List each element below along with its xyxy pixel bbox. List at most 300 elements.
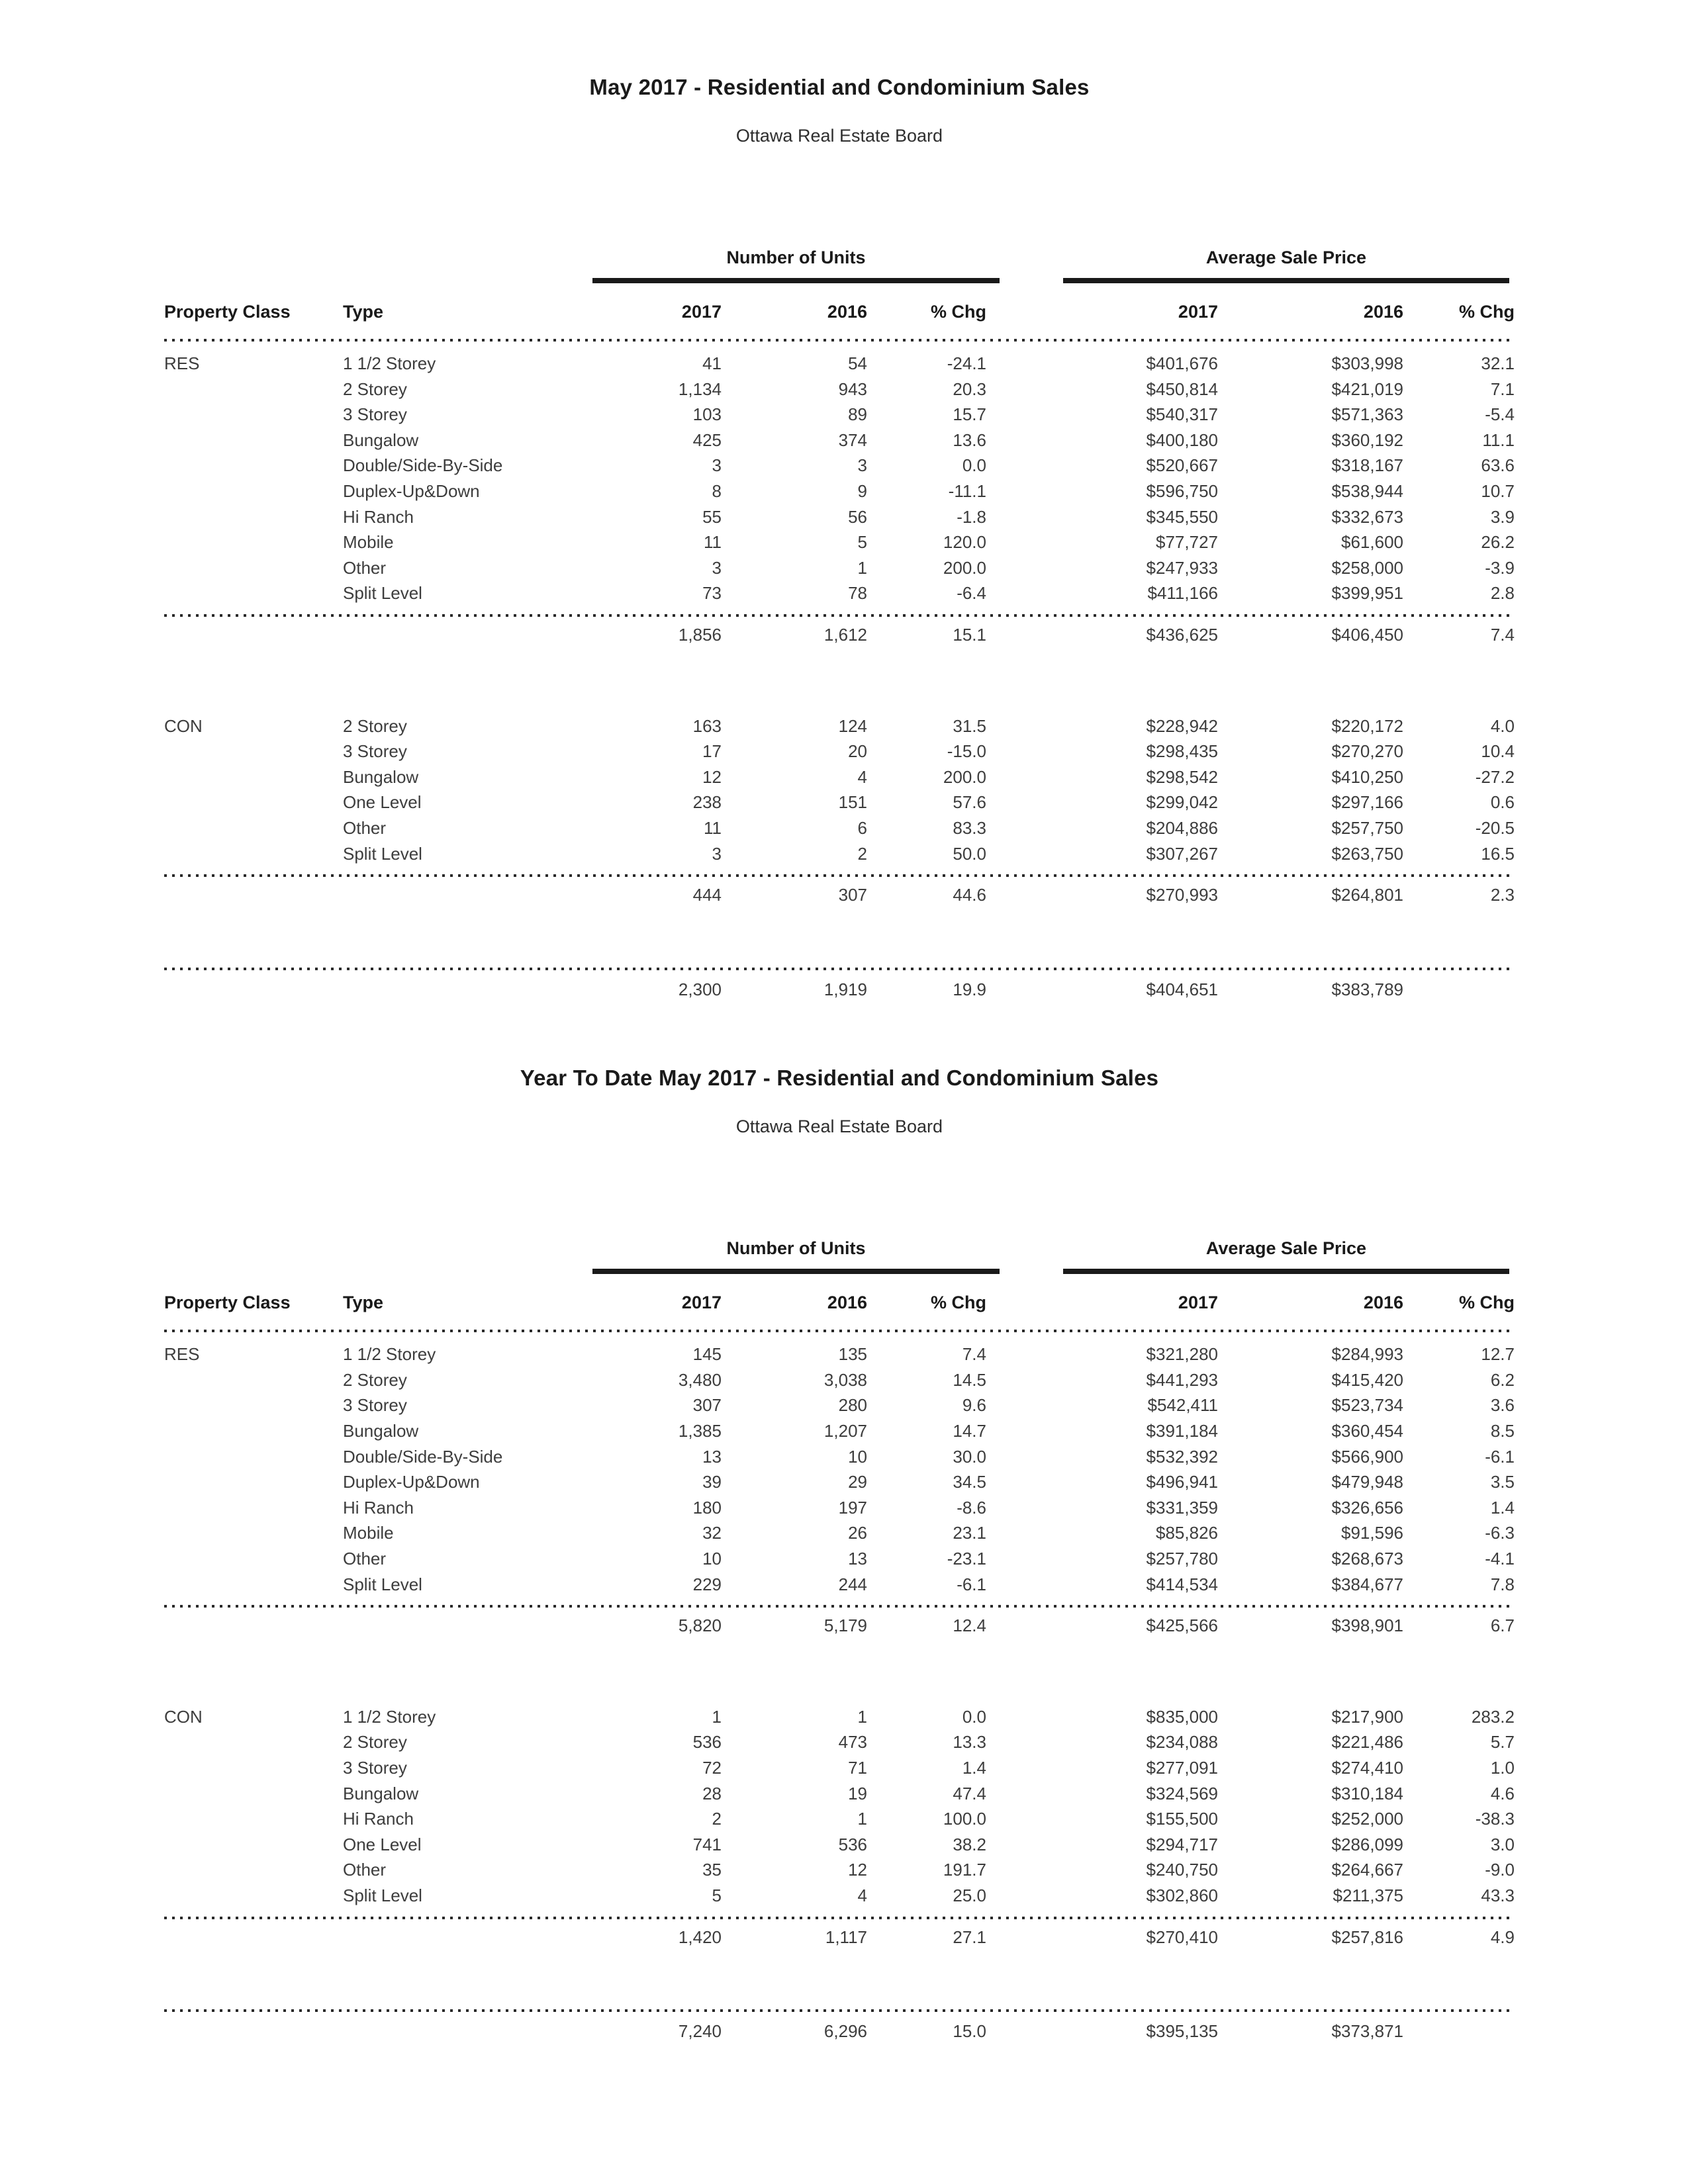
price-chg-cell: 1.4 <box>1490 1497 1515 1518</box>
units-chg-cell: 0.0 <box>962 455 986 476</box>
units-2017-cell: 444 <box>692 885 722 905</box>
col-header-price-chg: % Chg <box>1459 1293 1515 1313</box>
units-chg-cell: -11.1 <box>948 480 986 501</box>
units-chg-cell: 20.3 <box>953 379 986 399</box>
price-chg-cell: 10.7 <box>1481 480 1515 501</box>
type-cell: Bungalow <box>343 430 419 450</box>
price-chg-cell: 7.4 <box>1490 624 1515 645</box>
price-2016-cell: $523,734 <box>1331 1395 1403 1416</box>
units-chg-cell: 200.0 <box>943 557 986 578</box>
price-2016-cell: $274,410 <box>1331 1758 1403 1778</box>
price-2016-cell: $332,673 <box>1331 506 1403 527</box>
units-chg-cell: 191.7 <box>943 1860 986 1880</box>
units-2016-cell: 78 <box>848 583 867 604</box>
table-row <box>164 504 1515 530</box>
table-row <box>164 1367 1515 1393</box>
type-cell: Double/Side-By-Side <box>343 1446 503 1467</box>
units-2016-cell: 1 <box>857 1809 867 1829</box>
price-chg-cell: 11.1 <box>1482 430 1515 450</box>
table-row <box>164 841 1515 867</box>
units-chg-cell: 7.4 <box>962 1344 986 1365</box>
type-cell: 1 1/2 Storey <box>343 353 436 373</box>
units-group-underline <box>592 278 1000 283</box>
units-2016-cell: 71 <box>848 1758 867 1778</box>
units-2016-cell: 2 <box>857 843 867 864</box>
price-2016-cell: $252,000 <box>1331 1809 1403 1829</box>
price-2017-cell: $425,566 <box>1146 1615 1218 1636</box>
table-row <box>164 1342 1515 1367</box>
units-2016-cell: 307 <box>838 885 867 905</box>
price-2016-cell: $318,167 <box>1331 455 1403 476</box>
table-row <box>164 1444 1515 1470</box>
type-cell: Duplex-Up&Down <box>343 1472 480 1492</box>
units-2016-cell: 244 <box>838 1574 867 1594</box>
units-2017-cell: 2,300 <box>678 979 722 999</box>
price-2016-cell: $297,166 <box>1331 792 1403 813</box>
price-2017-cell: $401,676 <box>1146 353 1218 373</box>
type-cell: Bungalow <box>343 766 419 787</box>
price-chg-cell: -6.1 <box>1485 1446 1515 1467</box>
units-2017-cell: 35 <box>702 1860 722 1880</box>
res-subtotal-row <box>164 622 1515 648</box>
units-2017-cell: 3 <box>712 557 722 578</box>
units-2017-cell: 3,480 <box>678 1369 722 1390</box>
price-2016-cell: $220,172 <box>1331 715 1403 736</box>
price-2017-cell: $270,993 <box>1146 885 1218 905</box>
units-2017-cell: 73 <box>702 583 722 604</box>
price-2016-cell: $406,450 <box>1331 624 1403 645</box>
table-row <box>164 1392 1515 1418</box>
price-chg-cell: -5.4 <box>1485 404 1515 425</box>
units-chg-cell: 19.9 <box>953 979 986 999</box>
units-2017-cell: 425 <box>692 430 722 450</box>
table-row <box>164 428 1515 453</box>
type-cell: Bungalow <box>343 1421 419 1441</box>
sales-table <box>164 1237 1515 2044</box>
price-chg-cell: 3.5 <box>1490 1472 1515 1492</box>
col-header-price-2016: 2016 <box>1363 1293 1403 1313</box>
price-2016-cell: $571,363 <box>1331 404 1403 425</box>
price-2016-cell: $360,454 <box>1331 1421 1403 1441</box>
price-2016-cell: $91,596 <box>1341 1523 1403 1543</box>
units-group-header <box>561 1237 986 1274</box>
price-chg-cell: -27.2 <box>1475 766 1515 787</box>
units-2016-cell: 6,296 <box>823 2021 867 2042</box>
price-2017-cell: $299,042 <box>1146 792 1218 813</box>
units-chg-cell: 200.0 <box>943 766 986 787</box>
units-chg-cell: 25.0 <box>953 1885 986 1905</box>
units-2016-cell: 1,117 <box>825 1927 867 1947</box>
grand-total-row <box>164 2019 1515 2044</box>
price-2017-cell: $391,184 <box>1146 1421 1218 1441</box>
price-2016-cell: $360,192 <box>1331 430 1403 450</box>
header-divider <box>164 1330 1515 1332</box>
col-header-units-2017: 2017 <box>681 1293 722 1313</box>
units-chg-cell: 83.3 <box>953 817 986 838</box>
table-row <box>164 1755 1515 1781</box>
price-2017-cell: $520,667 <box>1146 455 1218 476</box>
units-2017-cell: 536 <box>692 1732 722 1752</box>
units-chg-cell: 50.0 <box>953 843 986 864</box>
table-row <box>164 529 1515 555</box>
units-2017-cell: 229 <box>692 1574 722 1594</box>
price-chg-cell: -20.5 <box>1475 817 1515 838</box>
con-section <box>164 713 1515 867</box>
units-2016-cell: 280 <box>838 1395 867 1416</box>
type-cell: 1 1/2 Storey <box>343 1706 436 1727</box>
units-2016-cell: 20 <box>848 741 867 762</box>
units-chg-cell: 14.7 <box>953 1421 986 1441</box>
price-2017-cell: $345,550 <box>1146 506 1218 527</box>
price-2017-cell: $542,411 <box>1147 1395 1218 1416</box>
units-2017-cell: 39 <box>702 1472 722 1492</box>
units-2016-cell: 374 <box>838 430 867 450</box>
units-2016-cell: 124 <box>838 715 867 736</box>
table-row <box>164 453 1515 478</box>
units-2016-cell: 12 <box>848 1860 867 1880</box>
units-2016-cell: 4 <box>857 1885 867 1905</box>
units-2017-cell: 28 <box>702 1783 722 1803</box>
units-chg-cell: 0.0 <box>962 1706 986 1727</box>
group-header-row <box>164 1237 1515 1274</box>
price-chg-cell: 32.1 <box>1481 353 1515 373</box>
price-group-underline <box>1063 278 1509 283</box>
units-group-header <box>561 246 986 283</box>
price-chg-cell: 16.5 <box>1481 843 1515 864</box>
report-subtitle: Ottawa Real Estate Board <box>735 126 943 146</box>
price-2016-cell: $384,677 <box>1331 1574 1403 1594</box>
type-cell: Other <box>343 557 387 578</box>
type-cell: Double/Side-By-Side <box>343 455 503 476</box>
price-2017-cell: $404,651 <box>1146 979 1218 999</box>
price-2016-cell: $286,099 <box>1331 1834 1403 1854</box>
units-chg-cell: 15.0 <box>953 2021 986 2042</box>
units-chg-cell: 12.4 <box>953 1615 986 1636</box>
price-2016-cell: $268,673 <box>1331 1549 1403 1569</box>
units-2016-cell: 3,038 <box>823 1369 867 1390</box>
price-2016-cell: $398,901 <box>1331 1615 1403 1636</box>
page-title: May 2017 - Residential and Condominium Sales <box>589 75 1090 99</box>
price-chg-cell: 12.7 <box>1481 1344 1515 1365</box>
price-2016-cell: $284,993 <box>1331 1344 1403 1365</box>
res-section <box>164 351 1515 606</box>
column-header-row <box>164 1291 1515 1314</box>
table-row <box>164 1704 1515 1730</box>
units-2017-cell: 12 <box>702 766 722 787</box>
units-2016-cell: 9 <box>857 480 867 501</box>
units-2016-cell: 6 <box>857 817 867 838</box>
type-cell: Hi Ranch <box>343 1497 414 1518</box>
units-2017-cell: 741 <box>692 1834 722 1854</box>
price-2016-cell: $61,600 <box>1341 532 1403 553</box>
property-class-cell: CON <box>164 715 203 736</box>
property-class-cell: RES <box>164 353 200 373</box>
units-chg-cell: 1.4 <box>962 1758 986 1778</box>
units-2017-cell: 307 <box>692 1395 722 1416</box>
price-2017-cell: $240,750 <box>1146 1860 1218 1880</box>
units-chg-cell: 23.1 <box>953 1523 986 1543</box>
price-chg-cell: 63.6 <box>1481 455 1515 476</box>
col-header-property-class: Property Class <box>164 1293 291 1313</box>
grand-total-divider <box>164 968 1515 970</box>
table-row <box>164 1572 1515 1598</box>
units-group-label: Number of Units <box>726 248 866 267</box>
units-chg-cell: 13.6 <box>953 430 986 450</box>
table-row <box>164 815 1515 841</box>
table-row <box>164 478 1515 504</box>
units-2016-cell: 4 <box>857 766 867 787</box>
price-2017-cell: $77,727 <box>1156 532 1218 553</box>
units-chg-cell: -6.1 <box>957 1574 986 1594</box>
price-2017-cell: $85,826 <box>1156 1523 1218 1543</box>
price-chg-cell: 4.9 <box>1490 1927 1515 1947</box>
units-chg-cell: -24.1 <box>947 353 986 373</box>
units-2016-cell: 1 <box>857 557 867 578</box>
price-2016-cell: $221,486 <box>1331 1732 1403 1752</box>
price-chg-cell: -9.0 <box>1485 1860 1515 1880</box>
units-2016-cell: 1,207 <box>823 1421 867 1441</box>
con-section-divider <box>164 1917 1515 1919</box>
units-chg-cell: -6.4 <box>957 583 986 604</box>
type-cell: 1 1/2 Storey <box>343 1344 436 1365</box>
units-chg-cell: 47.4 <box>953 1783 986 1803</box>
table-row <box>164 1729 1515 1755</box>
units-2016-cell: 5,179 <box>823 1615 867 1636</box>
units-2016-cell: 56 <box>848 506 867 527</box>
price-chg-cell: -3.9 <box>1485 557 1515 578</box>
units-chg-cell: 57.6 <box>953 792 986 813</box>
col-header-price-2017: 2017 <box>1178 302 1218 322</box>
units-chg-cell: 44.6 <box>953 885 986 905</box>
type-cell: 3 Storey <box>343 1758 407 1778</box>
price-2016-cell: $373,871 <box>1331 2021 1403 2042</box>
price-chg-cell: 4.0 <box>1490 715 1515 736</box>
units-2016-cell: 1,919 <box>823 979 867 999</box>
units-2017-cell: 11 <box>704 817 722 838</box>
price-2017-cell: $298,435 <box>1146 741 1218 762</box>
units-2016-cell: 135 <box>838 1344 867 1365</box>
price-2017-cell: $532,392 <box>1146 1446 1218 1467</box>
con-subtotal-row <box>164 1925 1515 1950</box>
units-chg-cell: -8.6 <box>957 1497 986 1518</box>
units-2016-cell: 536 <box>838 1834 867 1854</box>
units-2017-cell: 103 <box>692 404 722 425</box>
col-header-price-2016: 2016 <box>1363 302 1403 322</box>
type-cell: Split Level <box>343 583 422 604</box>
units-2017-cell: 32 <box>702 1523 722 1543</box>
table-row <box>164 739 1515 764</box>
units-2016-cell: 10 <box>848 1446 867 1467</box>
price-chg-cell: -6.3 <box>1485 1523 1515 1543</box>
col-header-units-2016: 2016 <box>827 1293 867 1313</box>
price-2017-cell: $277,091 <box>1146 1758 1218 1778</box>
type-cell: 3 Storey <box>343 1395 407 1416</box>
units-chg-cell: 34.5 <box>953 1472 986 1492</box>
price-2017-cell: $450,814 <box>1146 379 1218 399</box>
table-row <box>164 1781 1515 1807</box>
report-subtitle: Ottawa Real Estate Board <box>735 1116 943 1137</box>
type-cell: Other <box>343 1860 387 1880</box>
price-2017-cell: $835,000 <box>1146 1706 1218 1727</box>
units-2017-cell: 41 <box>702 353 722 373</box>
units-2016-cell: 19 <box>848 1783 867 1803</box>
table-row <box>164 1469 1515 1495</box>
units-chg-cell: 15.7 <box>953 404 986 425</box>
price-2016-cell: $399,951 <box>1331 583 1403 604</box>
table-row <box>164 1832 1515 1858</box>
units-2017-cell: 3 <box>712 455 722 476</box>
units-2016-cell: 151 <box>838 792 867 813</box>
price-chg-cell: 6.2 <box>1490 1369 1515 1390</box>
price-2016-cell: $326,656 <box>1331 1497 1403 1518</box>
con-section-divider <box>164 874 1515 877</box>
price-2017-cell: $436,625 <box>1146 624 1218 645</box>
monthly-sales-report <box>164 74 1515 1002</box>
table-row <box>164 1495 1515 1521</box>
units-2017-cell: 1,385 <box>678 1421 722 1441</box>
units-chg-cell: 30.0 <box>953 1446 986 1467</box>
res-section <box>164 1342 1515 1597</box>
group-header-row <box>164 246 1515 283</box>
units-2017-cell: 7,240 <box>678 2021 722 2042</box>
price-2017-cell: $247,933 <box>1146 557 1218 578</box>
price-2017-cell: $324,569 <box>1146 1783 1218 1803</box>
sales-table <box>164 246 1515 1002</box>
price-group-underline <box>1063 1269 1509 1274</box>
units-chg-cell: 13.3 <box>953 1732 986 1752</box>
price-2017-cell: $414,534 <box>1146 1574 1218 1594</box>
units-chg-cell: -23.1 <box>947 1549 986 1569</box>
units-2016-cell: 1 <box>857 1706 867 1727</box>
units-2016-cell: 89 <box>848 404 867 425</box>
col-header-units-2017: 2017 <box>681 302 722 322</box>
price-chg-cell: 2.3 <box>1490 885 1515 905</box>
type-cell: Other <box>343 817 387 838</box>
col-header-price-chg: % Chg <box>1459 302 1515 322</box>
units-2016-cell: 3 <box>857 455 867 476</box>
table-row <box>164 713 1515 739</box>
price-chg-cell: -38.3 <box>1475 1809 1515 1829</box>
price-group-header <box>986 246 1515 283</box>
units-2017-cell: 8 <box>712 480 722 501</box>
units-2017-cell: 17 <box>702 741 722 762</box>
type-cell: 3 Storey <box>343 741 407 762</box>
section-gap <box>164 1639 1515 1695</box>
units-2017-cell: 163 <box>692 715 722 736</box>
price-chg-cell: 3.9 <box>1490 506 1515 527</box>
col-header-property-class: Property Class <box>164 302 291 322</box>
price-2017-cell: $294,717 <box>1146 1834 1218 1854</box>
property-class-cell: RES <box>164 1344 200 1365</box>
price-2017-cell: $441,293 <box>1146 1369 1218 1390</box>
price-chg-cell: 43.3 <box>1481 1885 1515 1905</box>
units-chg-cell: -15.0 <box>947 741 986 762</box>
col-header-units-chg: % Chg <box>931 302 986 322</box>
units-chg-cell: 100.0 <box>943 1809 986 1829</box>
table-row <box>164 377 1515 402</box>
units-chg-cell: 15.1 <box>953 624 986 645</box>
price-2016-cell: $479,948 <box>1331 1472 1403 1492</box>
price-2016-cell: $258,000 <box>1331 557 1403 578</box>
table-row <box>164 351 1515 377</box>
price-chg-cell: 0.6 <box>1490 792 1515 813</box>
units-chg-cell: 14.5 <box>953 1369 986 1390</box>
units-2016-cell: 54 <box>848 353 867 373</box>
price-2016-cell: $421,019 <box>1331 379 1403 399</box>
table-row <box>164 402 1515 428</box>
col-header-price-2017: 2017 <box>1178 1293 1218 1313</box>
price-2017-cell: $496,941 <box>1146 1472 1218 1492</box>
units-2017-cell: 238 <box>692 792 722 813</box>
units-2016-cell: 13 <box>848 1549 867 1569</box>
units-group-underline <box>592 1269 1000 1274</box>
units-2017-cell: 10 <box>702 1549 722 1569</box>
units-2017-cell: 5,820 <box>678 1615 722 1636</box>
grand-total-row <box>164 977 1515 1003</box>
price-2017-cell: $321,280 <box>1146 1344 1218 1365</box>
units-2017-cell: 13 <box>702 1446 722 1467</box>
table-row <box>164 764 1515 790</box>
price-chg-cell: 26.2 <box>1481 532 1515 553</box>
price-2016-cell: $270,270 <box>1331 741 1403 762</box>
price-2016-cell: $383,789 <box>1331 979 1403 999</box>
price-2017-cell: $540,317 <box>1146 404 1218 425</box>
price-chg-cell: 7.1 <box>1490 379 1515 399</box>
price-2017-cell: $155,500 <box>1146 1809 1218 1829</box>
price-2017-cell: $298,542 <box>1146 766 1218 787</box>
property-class-cell: CON <box>164 1706 203 1727</box>
type-cell: Split Level <box>343 843 422 864</box>
type-cell: Other <box>343 1549 387 1569</box>
units-2017-cell: 1 <box>712 1706 722 1727</box>
units-2017-cell: 3 <box>712 843 722 864</box>
price-2017-cell: $270,410 <box>1146 1927 1218 1947</box>
price-chg-cell: 7.8 <box>1490 1574 1515 1594</box>
type-cell: 2 Storey <box>343 379 407 399</box>
page-title: Year To Date May 2017 - Residential and Condominium Sales <box>520 1066 1159 1091</box>
units-2016-cell: 29 <box>848 1472 867 1492</box>
price-2017-cell: $204,886 <box>1146 817 1218 838</box>
type-cell: Mobile <box>343 532 394 553</box>
price-2016-cell: $257,816 <box>1331 1927 1403 1947</box>
column-header-row <box>164 300 1515 323</box>
price-2016-cell: $415,420 <box>1331 1369 1403 1390</box>
price-group-header <box>986 1237 1515 1274</box>
type-cell: 2 Storey <box>343 1732 407 1752</box>
type-cell: Mobile <box>343 1523 394 1543</box>
con-subtotal-row <box>164 882 1515 908</box>
price-2017-cell: $400,180 <box>1146 430 1218 450</box>
type-cell: Duplex-Up&Down <box>343 480 480 501</box>
price-2016-cell: $410,250 <box>1331 766 1403 787</box>
price-2016-cell: $264,667 <box>1331 1860 1403 1880</box>
price-chg-cell: 5.7 <box>1490 1732 1515 1752</box>
ytd-sales-report <box>164 1065 1515 2044</box>
price-2017-cell: $395,135 <box>1146 2021 1218 2042</box>
price-2016-cell: $303,998 <box>1331 353 1403 373</box>
type-cell: 2 Storey <box>343 715 407 736</box>
units-2017-cell: 2 <box>712 1809 722 1829</box>
grand-total-divider <box>164 2009 1515 2012</box>
units-2017-cell: 72 <box>702 1758 722 1778</box>
units-2016-cell: 943 <box>838 379 867 399</box>
units-2017-cell: 145 <box>692 1344 722 1365</box>
price-2017-cell: $307,267 <box>1146 843 1218 864</box>
col-header-type: Type <box>343 1293 384 1313</box>
price-2017-cell: $411,166 <box>1147 583 1218 604</box>
price-2017-cell: $596,750 <box>1146 480 1218 501</box>
units-2016-cell: 473 <box>838 1732 867 1752</box>
